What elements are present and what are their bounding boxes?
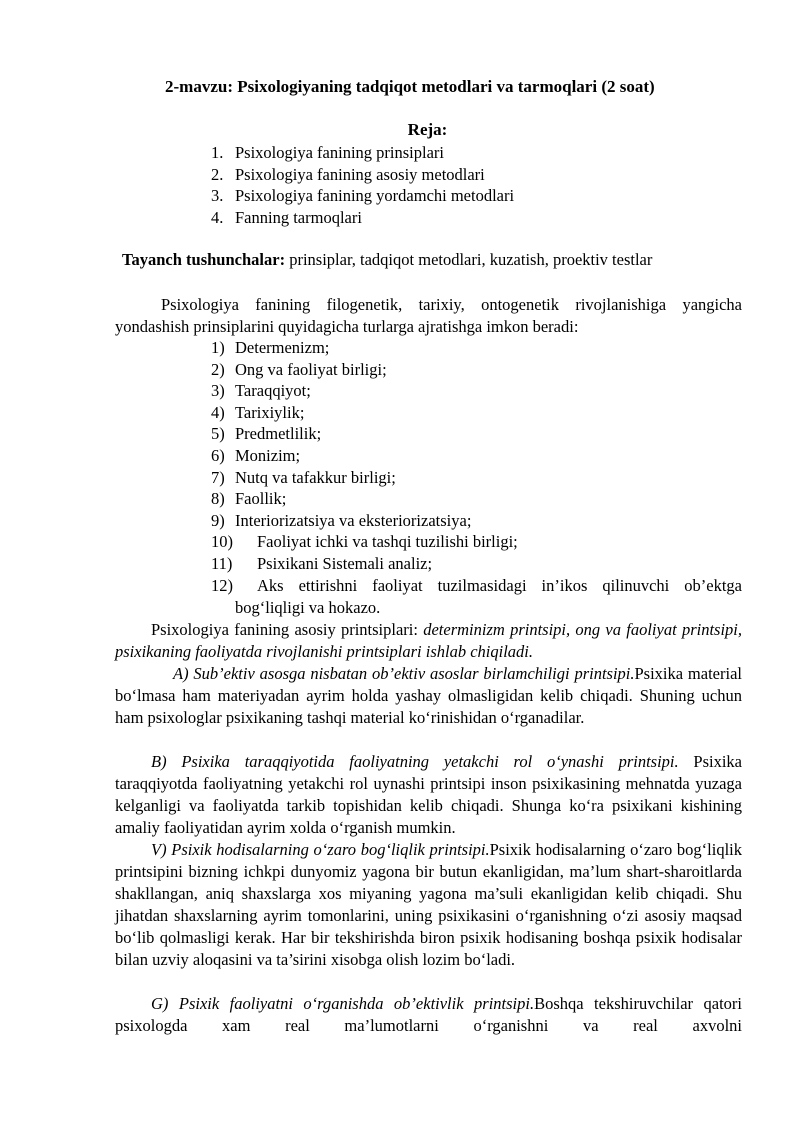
plan-item: 3. Psixologiya fanining yordamchi metodlari — [211, 186, 515, 206]
principle-item: 5) Predmetlilik; — [211, 424, 322, 444]
plan-item: 2. Psixologiya fanining asosiy metodlari — [211, 164, 485, 184]
principle-item: 3) Taraqqiyot; — [211, 381, 311, 401]
page-title: 2-mavzu: Psixologiyaning tadqiqot metodlari va tarmoqlari (2 soat) — [165, 77, 655, 96]
intro-paragraph: Psixologiya fanining filogenetik, tarixiy, ontogenetik rivojlanishiga yangicha yondashish prinsiplarini quyidagicha turlarga ajratishga imkon beradi: — [115, 295, 742, 336]
section-g-paragraph: G) Psixik faoliyatni o‘rganishda ob’ektivlik printsipi.Boshqa tekshiruvchilar qatori psixologda xam real ma’lumotlarni o‘rganishni va real axvolni — [115, 994, 742, 1035]
section-v-paragraph: V) Psixik hodisalarning o‘zaro bog‘liqlik printsipi.Psixik hodisalarning o‘zaro bog‘liqlik printsipini bizning ichkpi dunyomiz yagona bir butun ekanligidan, ma’lum shart-sharoitlarda shakllangan, aniq shaxslarga xos miyaning yagona ma’suli ekanligidan kelib chiqadi. Shu jihatdan shaxslarning ayrim tomonlarini, uning psixikasini o‘rganishning o‘zi asosiy maqsad bo‘lib qolmasligi kerak. Har bir tekshirishda biron psixik hodisaning boshqa psixik hodisalar bilan uzviy aloqasini va ta’sirini xisobga olish lozim bo‘ladi. — [115, 840, 742, 969]
principle-item: 8) Faollik; — [211, 489, 287, 509]
main-principles-paragraph: Psixologiya fanining asosiy printsiplari: determinizm printsipi, ong va faoliyat printsipi, psixikaning faoliyatda rivojlanishi printsiplari ishlab chiqiladi. — [115, 620, 742, 661]
plan-heading: Reja: — [407, 120, 448, 139]
plan-item: 4. Fanning tarmoqlari — [211, 207, 362, 227]
principle-item-12: 12) Aks ettirishni faoliyat tuzilmasidagi in’ikos qilinuvchi ob’ektga bog‘liqligi va hokazo. — [211, 576, 742, 617]
plan-item: 1. Psixologiya fanining prinsiplari — [211, 143, 444, 162]
principle-item: 6) Monizim; — [211, 445, 301, 465]
principles-list — [211, 337, 518, 575]
principle-item: 7) Nutq va tafakkur birligi; — [211, 467, 396, 487]
principle-item: 2) Ong va faoliyat birligi; — [211, 359, 387, 379]
section-a-paragraph: A) Sub’ektiv asosga nisbatan ob’ektiv asoslar birlamchiligi printsipi.Psixika material bo‘lmasa ham materiyadan ayrim holda yashay olmasligidan kelib chiqadi. Shuning uchun ham psixologlar psixikaning tashqi material ko‘rinishidan o‘rganadilar. — [115, 664, 742, 727]
principle-item: 10) Faoliyat ichki va tashqi tuzilishi birligi; — [211, 532, 518, 552]
title-container — [0, 76, 800, 98]
key-concepts-text: prinsiplar, tadqiqot metodlari, kuzatish, proektiv testlar — [285, 250, 653, 269]
principle-item: 11) Psixikani Sistemali analiz; — [211, 553, 433, 573]
principle-item: 1) Determenizm; — [211, 338, 330, 357]
plan-list — [211, 142, 514, 228]
principle-item: 4) Tarixiylik; — [211, 402, 305, 422]
section-b-paragraph: B) Psixika taraqqiyotida faoliyatning yetakchi rol o‘ynashi printsipi. Psixika taraqqiyotda faoliyatning yetakchi rol uynashi printsipi inson psixikasining mehnatda yuzaga kelganligi va faoliyatda tarkib topishidan kelib chiqadi. Shunga ko‘ra psixikani kishining amaliy faoliyatidan ayrim xolda o‘rganish mumkin. — [115, 752, 743, 837]
key-concepts — [122, 250, 652, 270]
principle-item: 9) Interiorizatsiya va eksteriorizatsiya; — [211, 510, 472, 530]
key-concepts-label: Tayanch tushunchalar: — [122, 250, 286, 269]
